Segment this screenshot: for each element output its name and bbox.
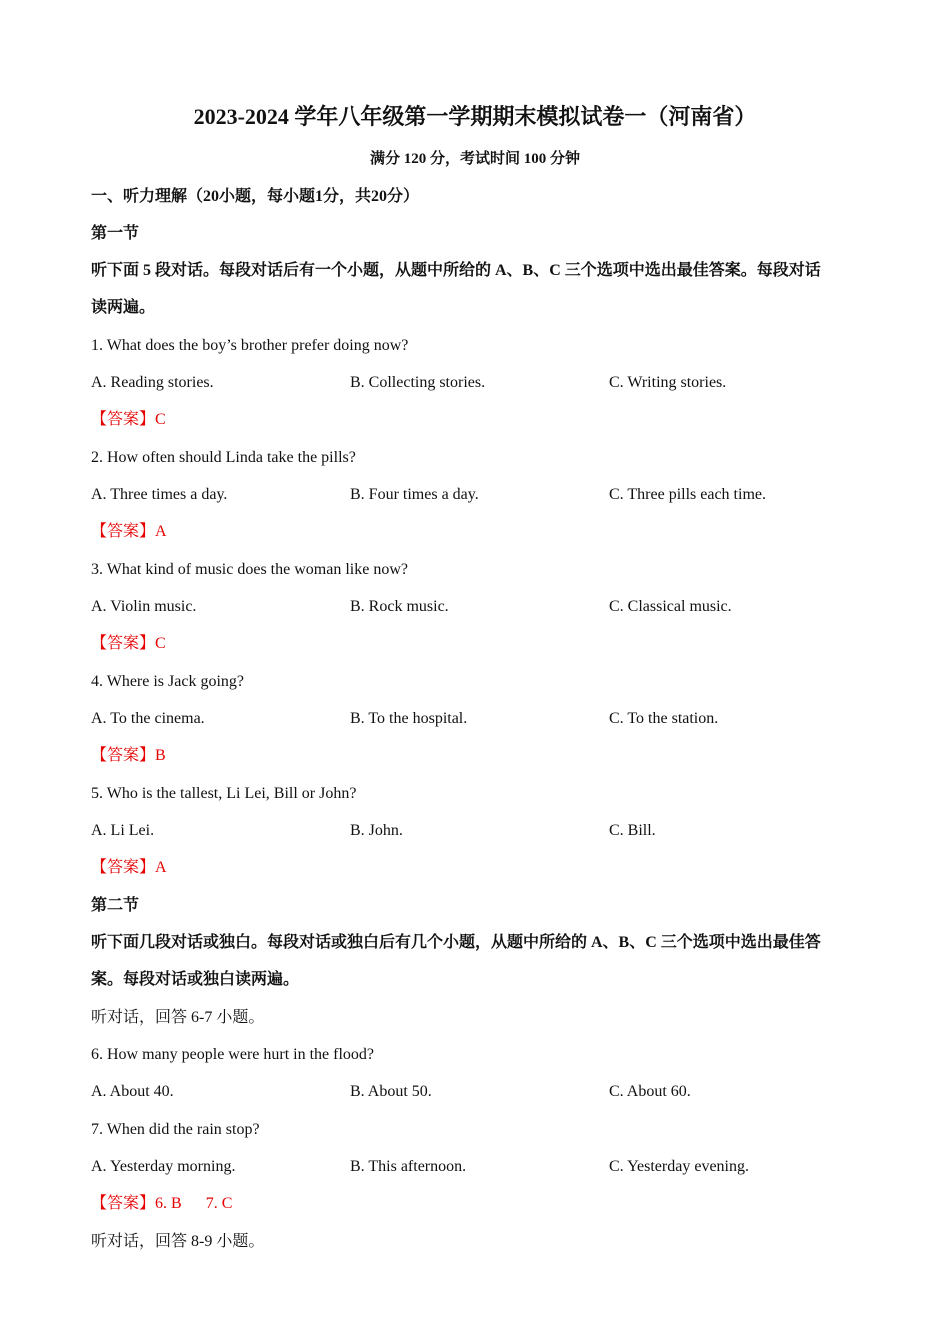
answer-value: B — [155, 747, 166, 764]
option-a: A. Violin music. — [91, 598, 197, 615]
dialog-intro-6-7: 听对话，回答 6-7 小题。 — [91, 1009, 265, 1026]
answer-line — [91, 634, 166, 654]
part-heading-1: 第一节 — [91, 225, 140, 242]
answer-value: C — [155, 411, 166, 428]
option-c: C. About 60. — [609, 1083, 691, 1100]
option-b: B. About 50. — [350, 1083, 432, 1100]
option-a: A. Yesterday morning. — [91, 1158, 236, 1175]
answer-line — [91, 410, 166, 430]
answer-label: 【答案】 — [91, 859, 156, 876]
option-b: B. Four times a day. — [350, 486, 479, 503]
answer-line — [91, 746, 166, 766]
option-a: A. About 40. — [91, 1083, 174, 1100]
option-c: C. Writing stories. — [609, 374, 727, 391]
answer-line — [91, 858, 167, 878]
answer-label: 【答案】 — [91, 747, 156, 764]
option-a: A. Li Lei. — [91, 822, 155, 839]
answer-line — [91, 522, 167, 542]
answer-label: 【答案】 — [91, 635, 156, 652]
answer-label: 【答案】 — [91, 411, 156, 428]
page-subtitle: 满分 120 分，考试时间 100 分钟 — [369, 151, 580, 167]
answer-value: 6. B — [155, 1195, 182, 1212]
answer-value: A — [155, 859, 167, 876]
option-b: B. Collecting stories. — [350, 374, 486, 391]
question-stem: 2. How often should Linda take the pills? — [91, 449, 356, 466]
part2-instruction-line2: 案。每段对话或独白读两遍。 — [91, 971, 300, 988]
answer-label: 【答案】 — [91, 1195, 156, 1212]
question-stem: 7. When did the rain stop? — [91, 1121, 260, 1138]
option-c: C. Classical music. — [609, 598, 732, 615]
option-c: C. Three pills each time. — [609, 486, 766, 503]
option-a: A. To the cinema. — [91, 710, 205, 727]
section-heading-listening: 一、听力理解（20小题，每小题1分，共20分） — [91, 188, 420, 205]
page-title: 2023-2024 学年八年级第一学期期末模拟试卷一（河南省） — [193, 104, 757, 129]
option-b: B. John. — [350, 822, 403, 839]
option-a: A. Reading stories. — [91, 374, 214, 391]
option-c: C. To the station. — [609, 710, 719, 727]
option-b: B. Rock music. — [350, 598, 449, 615]
option-a: A. Three times a day. — [91, 486, 228, 503]
part1-instruction-line2: 读两遍。 — [91, 299, 156, 316]
part-heading-2: 第二节 — [91, 897, 140, 914]
answer-line — [91, 1194, 232, 1214]
part1-instruction-line1: 听下面 5 段对话。每段对话后有一个小题，从题中所给的 A、B、C 三个选项中选出最佳答案。每段对话 — [91, 262, 821, 279]
answer-value: A — [155, 523, 167, 540]
part2-instruction-line1: 听下面几段对话或独白。每段对话或独白后有几个小题，从题中所给的 A、B、C 三个选项中选出最佳答 — [91, 934, 821, 951]
option-b: B. This afternoon. — [350, 1158, 467, 1175]
answer-label: 【答案】 — [91, 523, 156, 540]
option-b: B. To the hospital. — [350, 710, 468, 727]
question-stem: 5. Who is the tallest, Li Lei, Bill or John? — [91, 785, 357, 802]
question-stem: 3. What kind of music does the woman like now? — [91, 561, 408, 578]
question-stem: 1. What does the boy’s brother prefer doing now? — [91, 337, 409, 354]
option-c: C. Yesterday evening. — [609, 1158, 749, 1175]
question-stem: 4. Where is Jack going? — [91, 673, 244, 690]
answer-value: 7. C — [205, 1195, 233, 1212]
answer-value: C — [155, 635, 166, 652]
dialog-intro-8-9: 听对话，回答 8-9 小题。 — [91, 1233, 265, 1250]
option-c: C. Bill. — [609, 822, 656, 839]
question-stem: 6. How many people were hurt in the flood? — [91, 1046, 375, 1063]
